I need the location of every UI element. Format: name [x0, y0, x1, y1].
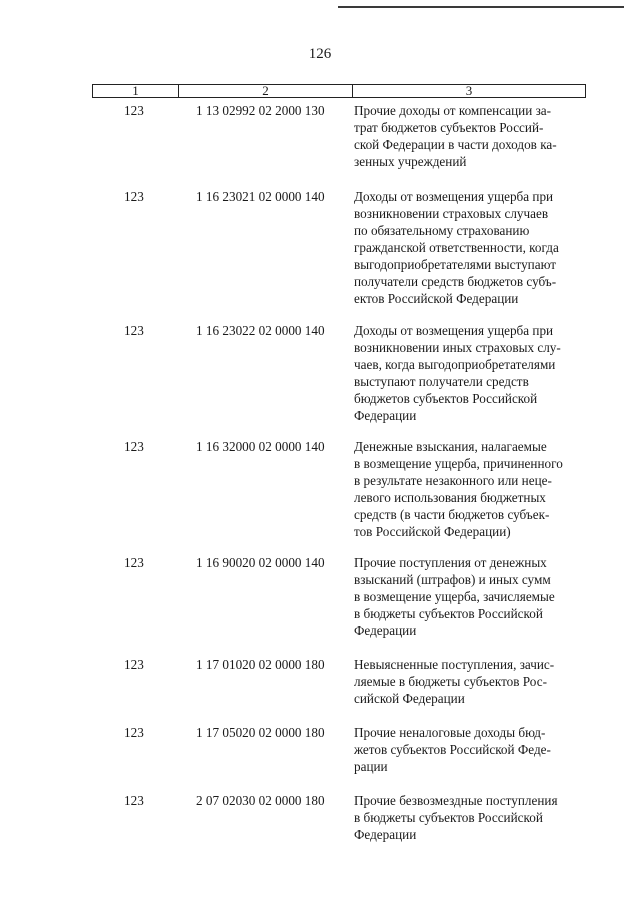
description-line: в бюджеты субъектов Российской: [354, 606, 543, 621]
income-description: [354, 322, 590, 424]
income-description: [354, 438, 590, 540]
description-line: Доходы от возмещения ущерба при: [354, 323, 554, 338]
description-line: Доходы от возмещения ущерба при: [354, 189, 554, 204]
description-line: Федерации: [354, 623, 417, 638]
description-line: Прочие неналоговые доходы бюд-: [354, 725, 546, 740]
description-line: взысканий (штрафов) и иных сумм: [354, 572, 551, 587]
description-line: по обязательному страхованию: [354, 223, 530, 238]
admin-code: 123: [124, 725, 144, 740]
description-line: рации: [354, 759, 388, 774]
income-description: [354, 102, 590, 170]
description-line: ской Федерации в части доходов ка-: [354, 137, 557, 152]
description-line: тов Российской Федерации): [354, 524, 511, 539]
description-line: жетов субъектов Российской Феде-: [354, 742, 551, 757]
budget-code: 1 16 23022 02 0000 140: [196, 323, 325, 338]
table-header: [92, 84, 586, 98]
description-line: Прочие поступления от денежных: [354, 555, 547, 570]
description-line: зенных учреждений: [354, 154, 467, 169]
description-line: сийской Федерации: [354, 691, 465, 706]
description-line: возникновении иных страховых слу-: [354, 340, 561, 355]
description-line: Прочие безвозмездные поступления: [354, 793, 558, 808]
budget-code: 1 16 90020 02 0000 140: [196, 555, 325, 570]
description-line: бюджетов субъектов Российской: [354, 391, 538, 406]
description-line: получатели средств бюджетов субъ-: [354, 274, 557, 289]
budget-code: 1 17 01020 02 0000 180: [196, 657, 325, 672]
budget-code: 1 17 05020 02 0000 180: [196, 725, 325, 740]
description-line: возникновении страховых случаев: [354, 206, 549, 221]
income-description: [354, 188, 590, 307]
admin-code: 123: [124, 439, 144, 454]
description-line: в возмещение ущерба, зачисляемые: [354, 589, 555, 604]
description-line: выступают получатели средств: [354, 374, 529, 389]
admin-code: 123: [124, 657, 144, 672]
description-line: Денежные взыскания, налагаемые: [354, 439, 547, 454]
description-line: в результате незаконного или неце-: [354, 473, 552, 488]
admin-code: 123: [124, 189, 144, 204]
income-description: [354, 724, 590, 775]
description-line: выгодоприобретателями выступают: [354, 257, 557, 272]
income-description: [354, 656, 590, 707]
budget-code: 1 16 32000 02 0000 140: [196, 439, 325, 454]
budget-code: 1 13 02992 02 2000 130: [196, 103, 325, 118]
description-line: чаев, когда выгодоприобретателями: [354, 357, 556, 372]
income-description: [354, 554, 590, 639]
top-rule: [338, 6, 624, 8]
description-line: в возмещение ущерба, причиненного: [354, 456, 563, 471]
budget-code: 1 16 23021 02 0000 140: [196, 189, 325, 204]
description-line: Невыясненные поступления, зачис-: [354, 657, 555, 672]
description-line: гражданской ответственности, когда: [354, 240, 559, 255]
budget-code: 2 07 02030 02 0000 180: [196, 793, 325, 808]
description-line: трат бюджетов субъектов Россий-: [354, 120, 544, 135]
description-line: левого использования бюджетных: [354, 490, 546, 505]
admin-code: 123: [124, 323, 144, 338]
header-col-1: 1: [93, 85, 179, 97]
admin-code: 123: [124, 793, 144, 808]
description-line: Прочие доходы от компенсации за-: [354, 103, 552, 118]
admin-code: 123: [124, 103, 144, 118]
description-line: Федерации: [354, 408, 417, 423]
description-line: ляемые в бюджеты субъектов Рос-: [354, 674, 547, 689]
header-col-3: 3: [465, 83, 473, 98]
description-line: в бюджеты субъектов Российской: [354, 810, 543, 825]
description-line: Федерации: [354, 827, 417, 842]
page-number: 126: [308, 46, 332, 62]
income-description: [354, 792, 590, 843]
admin-code: 123: [124, 555, 144, 570]
description-line: ектов Российской Федерации: [354, 291, 519, 306]
description-line: средств (в части бюджетов субъек-: [354, 507, 550, 522]
header-col-2: 2: [179, 85, 353, 97]
